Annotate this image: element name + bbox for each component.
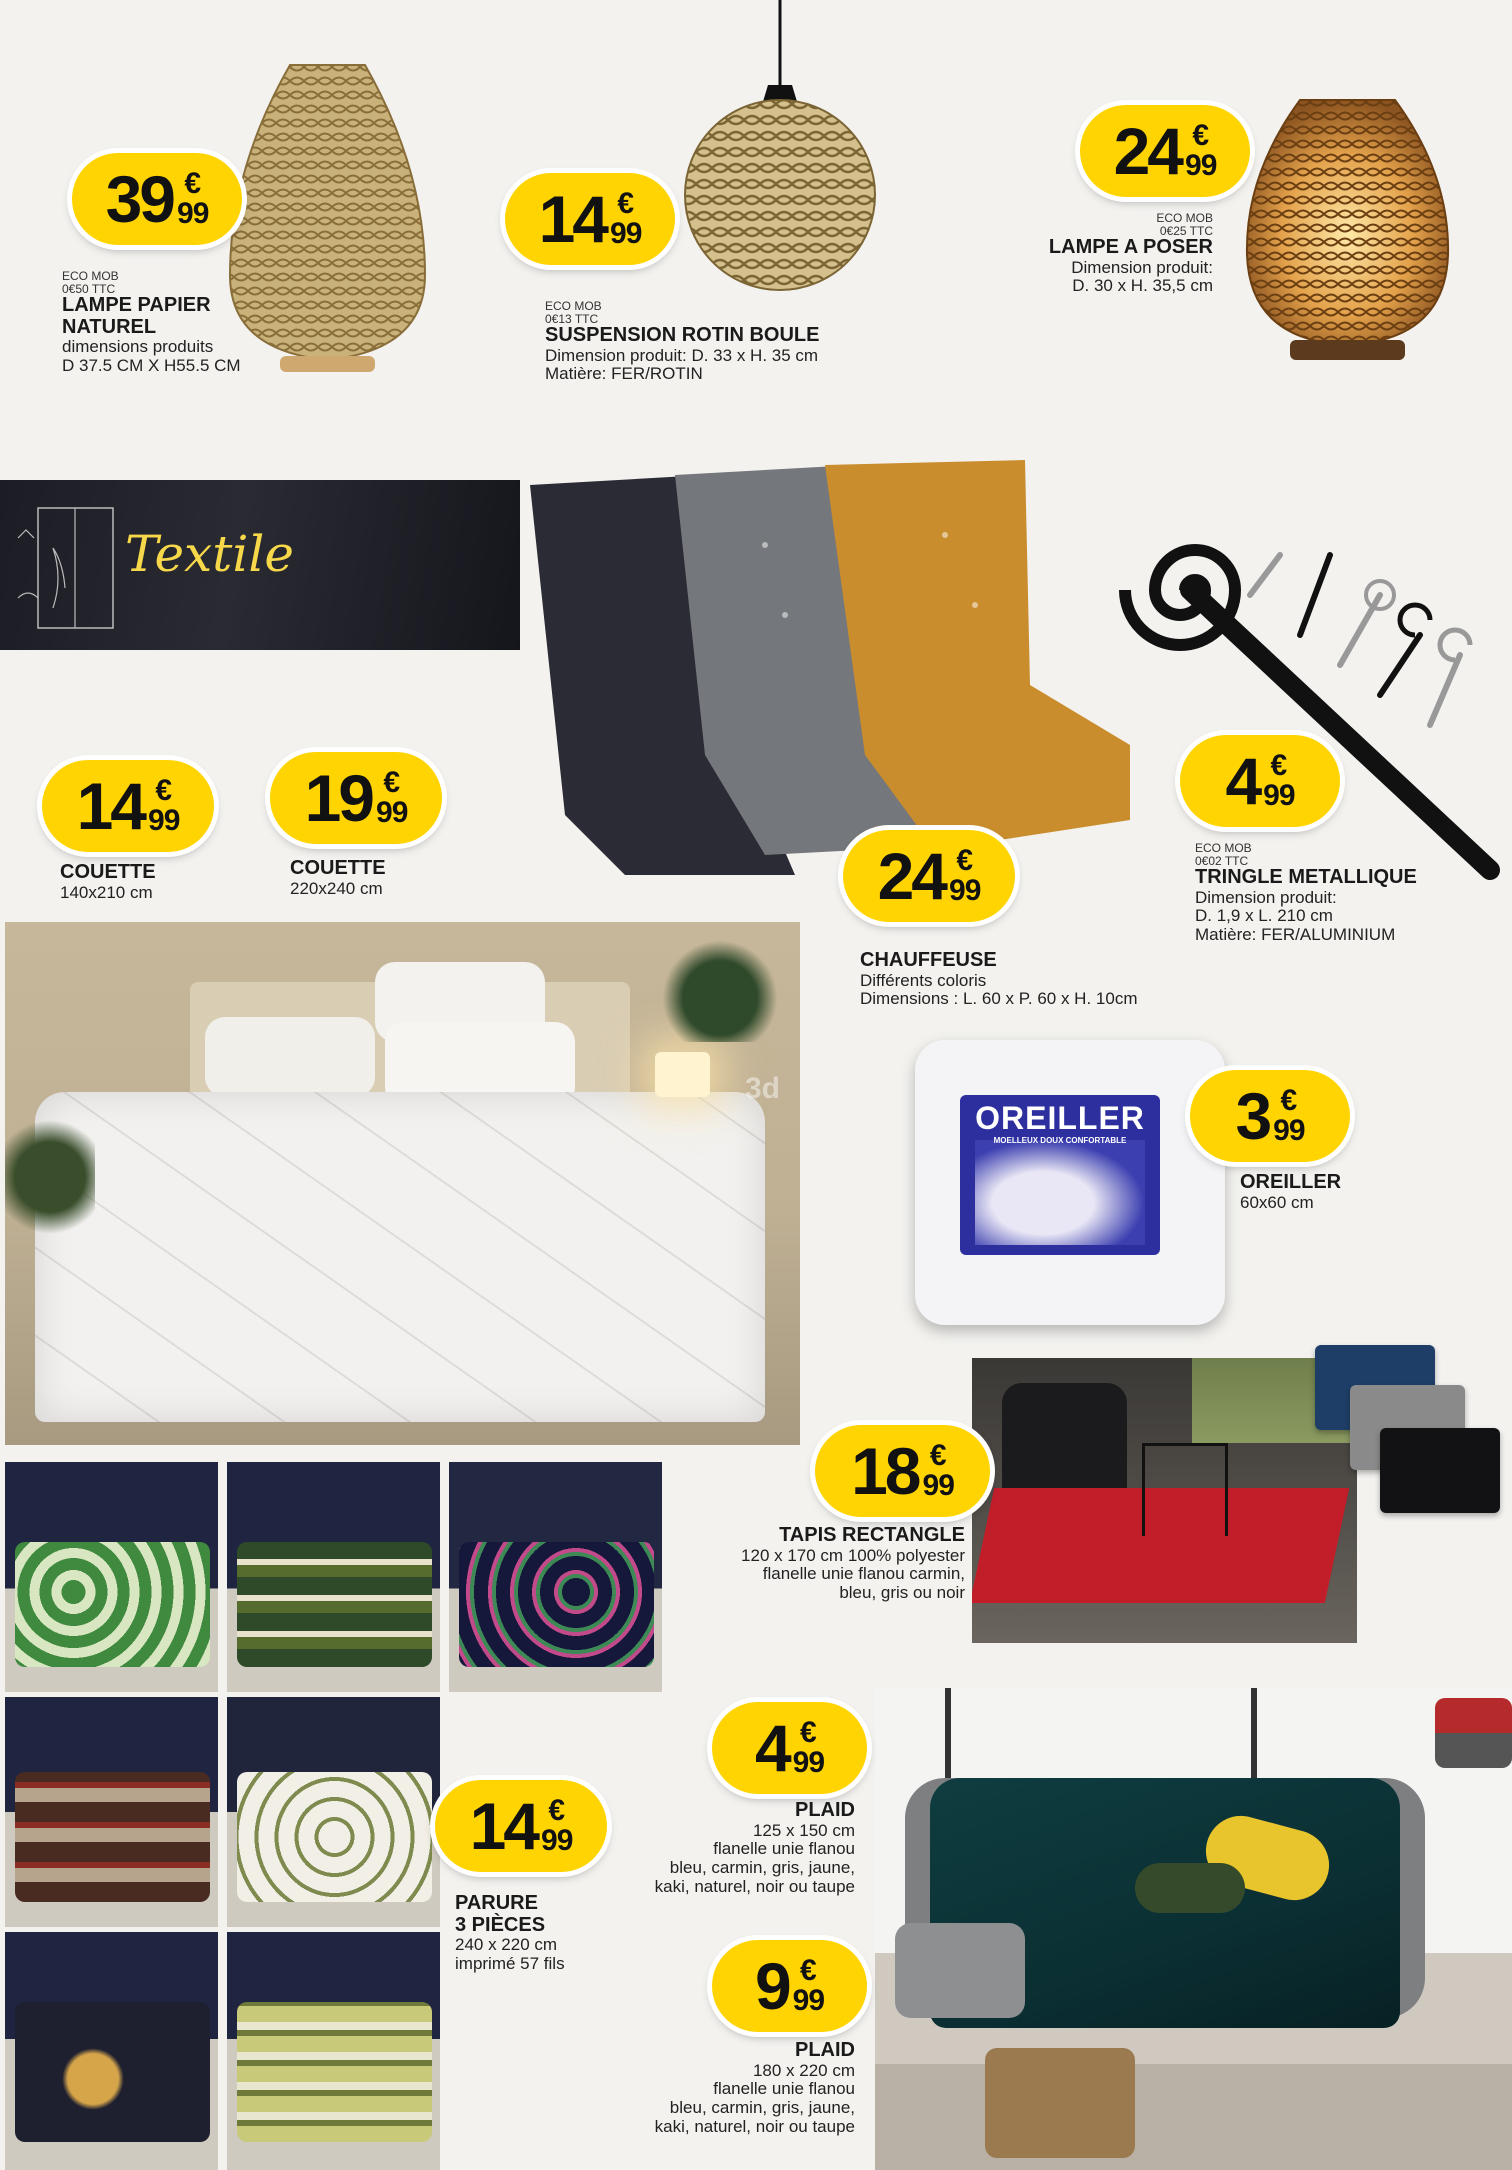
product-desc: 140x210 cm bbox=[60, 882, 153, 902]
product-desc-2: D 37.5 CM X H55.5 CM bbox=[62, 356, 241, 376]
product-name: SUSPENSION ROTIN BOULE bbox=[545, 324, 820, 347]
eco-mob-label: ECO MOB bbox=[545, 299, 602, 313]
product-name: CHAUFFEUSE bbox=[860, 949, 997, 971]
pillow-brand: OREILLER bbox=[975, 1100, 1145, 1136]
eco-mob-value: 0€50 TTC bbox=[62, 281, 116, 296]
product-name: PLAID bbox=[795, 2039, 855, 2061]
couette-2-text bbox=[290, 858, 490, 898]
product-desc-3: bleu, carmin, gris, jaune, bbox=[669, 2097, 855, 2117]
rug-swatch-black bbox=[1380, 1428, 1500, 1513]
currency: € bbox=[1270, 749, 1288, 782]
oreiller-text bbox=[1240, 1172, 1440, 1212]
tringle-price-tag bbox=[1180, 735, 1340, 827]
product-desc-4: kaki, naturel, noir ou taupe bbox=[654, 2116, 855, 2136]
currency: € bbox=[548, 1794, 566, 1827]
eco-mob-label: ECO MOB bbox=[1156, 211, 1213, 225]
currency: € bbox=[155, 774, 173, 807]
currency: € bbox=[956, 844, 974, 877]
product-desc: 220x240 cm bbox=[290, 878, 383, 898]
product-name: LAMPE PAPIER bbox=[62, 294, 211, 317]
lamp-poser-image bbox=[1240, 95, 1455, 365]
suspension-text bbox=[545, 300, 925, 384]
parure-thumb bbox=[227, 1462, 440, 1692]
product-desc: Dimension produit: D. 33 x H. 35 cm bbox=[545, 345, 819, 365]
product-desc: 120 x 170 cm 100% polyester bbox=[741, 1545, 965, 1565]
plaid-2-price-tag bbox=[712, 1940, 867, 2032]
price-main: 39 bbox=[105, 162, 174, 236]
eco-mob-label: ECO MOB bbox=[1195, 841, 1252, 855]
product-name: LAMPE A POSER bbox=[1048, 236, 1213, 259]
price-cents: 99 bbox=[1273, 1114, 1305, 1147]
pillow bbox=[205, 1017, 375, 1097]
price-main: 14 bbox=[538, 182, 607, 256]
plaid-1-text bbox=[540, 1800, 855, 1896]
green-cushion bbox=[1135, 1863, 1245, 1913]
currency: € bbox=[800, 1954, 817, 1987]
side-table bbox=[1142, 1443, 1228, 1536]
product-desc-2: D. 1,9 x L. 210 cm bbox=[1195, 906, 1333, 926]
product-desc-2: Dimensions : L. 60 x P. 60 x H. 10cm bbox=[860, 989, 1138, 1009]
currency: € bbox=[383, 766, 401, 799]
product-desc: Dimension produit: bbox=[1195, 887, 1337, 907]
section-title: Textile bbox=[125, 525, 294, 583]
price-cents: 99 bbox=[376, 796, 408, 829]
price-main: 14 bbox=[76, 769, 145, 843]
product-name: PARURE bbox=[455, 1892, 538, 1914]
product-desc-2: D. 30 x H. 35,5 cm bbox=[1072, 276, 1213, 296]
tapis-text bbox=[640, 1525, 965, 1603]
chauffeuse-image bbox=[525, 455, 1145, 885]
product-name: TRINGLE METALLIQUE bbox=[1195, 866, 1417, 889]
eco-mob-value: 0€13 TTC bbox=[545, 311, 599, 326]
eco-mob-value: 0€25 TTC bbox=[1159, 223, 1213, 238]
tringle-text bbox=[1195, 842, 1495, 945]
currency: € bbox=[617, 187, 635, 220]
bedroom-photo bbox=[5, 922, 800, 1445]
parure-thumb bbox=[5, 1932, 218, 2170]
couette-1-price-tag bbox=[42, 760, 214, 852]
price-cents: 99 bbox=[177, 197, 209, 230]
price-cents: 99 bbox=[1185, 149, 1217, 182]
stool bbox=[895, 1923, 1025, 2018]
price-main: 4 bbox=[1225, 744, 1260, 818]
pillow-pack-image bbox=[915, 1040, 1225, 1325]
parure-thumb bbox=[449, 1462, 662, 1692]
lamp-poser-price-tag bbox=[1080, 105, 1250, 197]
currency: € bbox=[1192, 119, 1210, 152]
duvet bbox=[35, 1092, 765, 1422]
price-main: 19 bbox=[304, 761, 373, 835]
product-desc: 180 x 220 cm bbox=[752, 2060, 855, 2080]
eco-mob-label: ECO MOB bbox=[62, 269, 119, 283]
lamp-paper-text bbox=[62, 270, 342, 376]
plaid-2-text bbox=[540, 2040, 855, 2136]
parure-thumb bbox=[227, 1932, 440, 2170]
currency: € bbox=[800, 1716, 817, 1749]
plaid-1-price-tag bbox=[712, 1702, 867, 1794]
chauffeuse-text bbox=[860, 950, 1200, 1009]
currency: € bbox=[1280, 1084, 1298, 1117]
textile-banner bbox=[0, 480, 520, 650]
price-main: 14 bbox=[469, 1789, 538, 1863]
price-cents: 99 bbox=[792, 1984, 825, 2017]
price-main: 18 bbox=[851, 1434, 919, 1508]
basket bbox=[985, 2048, 1135, 2158]
pillow-subtitle: MOELLEUX DOUX CONFORTABLE bbox=[993, 1136, 1127, 1145]
parure-thumb bbox=[5, 1697, 218, 1927]
price-cents: 99 bbox=[610, 217, 642, 250]
currency: € bbox=[929, 1439, 947, 1472]
product-name: COUETTE bbox=[290, 857, 386, 879]
price-cents: 99 bbox=[148, 804, 180, 837]
product-desc: 125 x 150 cm bbox=[752, 1820, 855, 1840]
eco-mob-value: 0€02 TTC bbox=[1195, 853, 1249, 868]
product-desc: 60x60 cm bbox=[1240, 1192, 1314, 1212]
suspension-price-tag bbox=[505, 173, 675, 265]
price-main: 3 bbox=[1235, 1079, 1270, 1153]
product-desc-2: flanelle unie flanou bbox=[713, 1839, 855, 1859]
tapis-photo bbox=[972, 1358, 1357, 1643]
lamp-paper-price-tag bbox=[72, 153, 242, 245]
price-main: 9 bbox=[754, 1949, 789, 2023]
product-name: COUETTE bbox=[60, 861, 156, 883]
plant bbox=[655, 932, 785, 1042]
product-desc-2: Matière: FER/ROTIN bbox=[545, 364, 703, 384]
price-cents: 99 bbox=[792, 1746, 825, 1779]
product-name: PLAID bbox=[795, 1799, 855, 1821]
product-desc-3: bleu, carmin, gris, jaune, bbox=[669, 1857, 855, 1877]
price-cents: 99 bbox=[949, 874, 981, 907]
product-desc: Différents coloris bbox=[860, 970, 987, 990]
product-name-2: NATUREL bbox=[62, 315, 157, 338]
product-name: OREILLER bbox=[1240, 1171, 1342, 1193]
chauffeuse-price-tag bbox=[843, 830, 1015, 922]
oreiller-price-tag bbox=[1190, 1070, 1350, 1162]
lamp-poser-text bbox=[900, 212, 1213, 296]
product-desc-2: flanelle unie flanou carmin, bbox=[762, 1564, 965, 1584]
suspension-image bbox=[680, 0, 880, 310]
tapis-price-tag bbox=[815, 1425, 990, 1517]
watermark: 3d bbox=[745, 1072, 781, 1105]
parure-thumb bbox=[227, 1697, 440, 1927]
lamp-glow bbox=[655, 1052, 710, 1097]
product-name-2: 3 PIÈCES bbox=[455, 1913, 546, 1936]
plaid-photo bbox=[875, 1688, 1512, 2170]
product-desc-3: bleu, gris ou noir bbox=[839, 1582, 965, 1602]
product-desc: dimensions produits bbox=[62, 337, 214, 357]
product-desc: Dimension produit: bbox=[1071, 257, 1213, 277]
product-desc: 240 x 220 cm bbox=[455, 1935, 558, 1955]
price-cents: 99 bbox=[541, 1824, 573, 1857]
price-cents: 99 bbox=[1263, 779, 1295, 812]
folded-plaids bbox=[1435, 1698, 1512, 1768]
product-desc-2: imprimé 57 fils bbox=[455, 1953, 565, 1973]
couette-1-text bbox=[60, 862, 260, 902]
price-cents: 99 bbox=[922, 1469, 954, 1502]
window-frame bbox=[945, 1688, 1257, 1778]
plant bbox=[5, 1102, 95, 1252]
price-main: 24 bbox=[877, 839, 946, 913]
window-sketch-icon bbox=[8, 498, 118, 638]
product-desc-4: kaki, naturel, noir ou taupe bbox=[654, 1876, 855, 1896]
product-desc-2: flanelle unie flanou bbox=[713, 2079, 855, 2099]
currency: € bbox=[184, 167, 202, 200]
product-desc-3: Matière: FER/ALUMINIUM bbox=[1195, 925, 1396, 945]
parure-text bbox=[455, 1893, 665, 1974]
price-main: 24 bbox=[1113, 114, 1182, 188]
parure-thumb bbox=[5, 1462, 218, 1692]
product-name: TAPIS RECTANGLE bbox=[779, 1524, 965, 1546]
couette-2-price-tag bbox=[270, 752, 442, 844]
price-main: 4 bbox=[754, 1711, 789, 1785]
